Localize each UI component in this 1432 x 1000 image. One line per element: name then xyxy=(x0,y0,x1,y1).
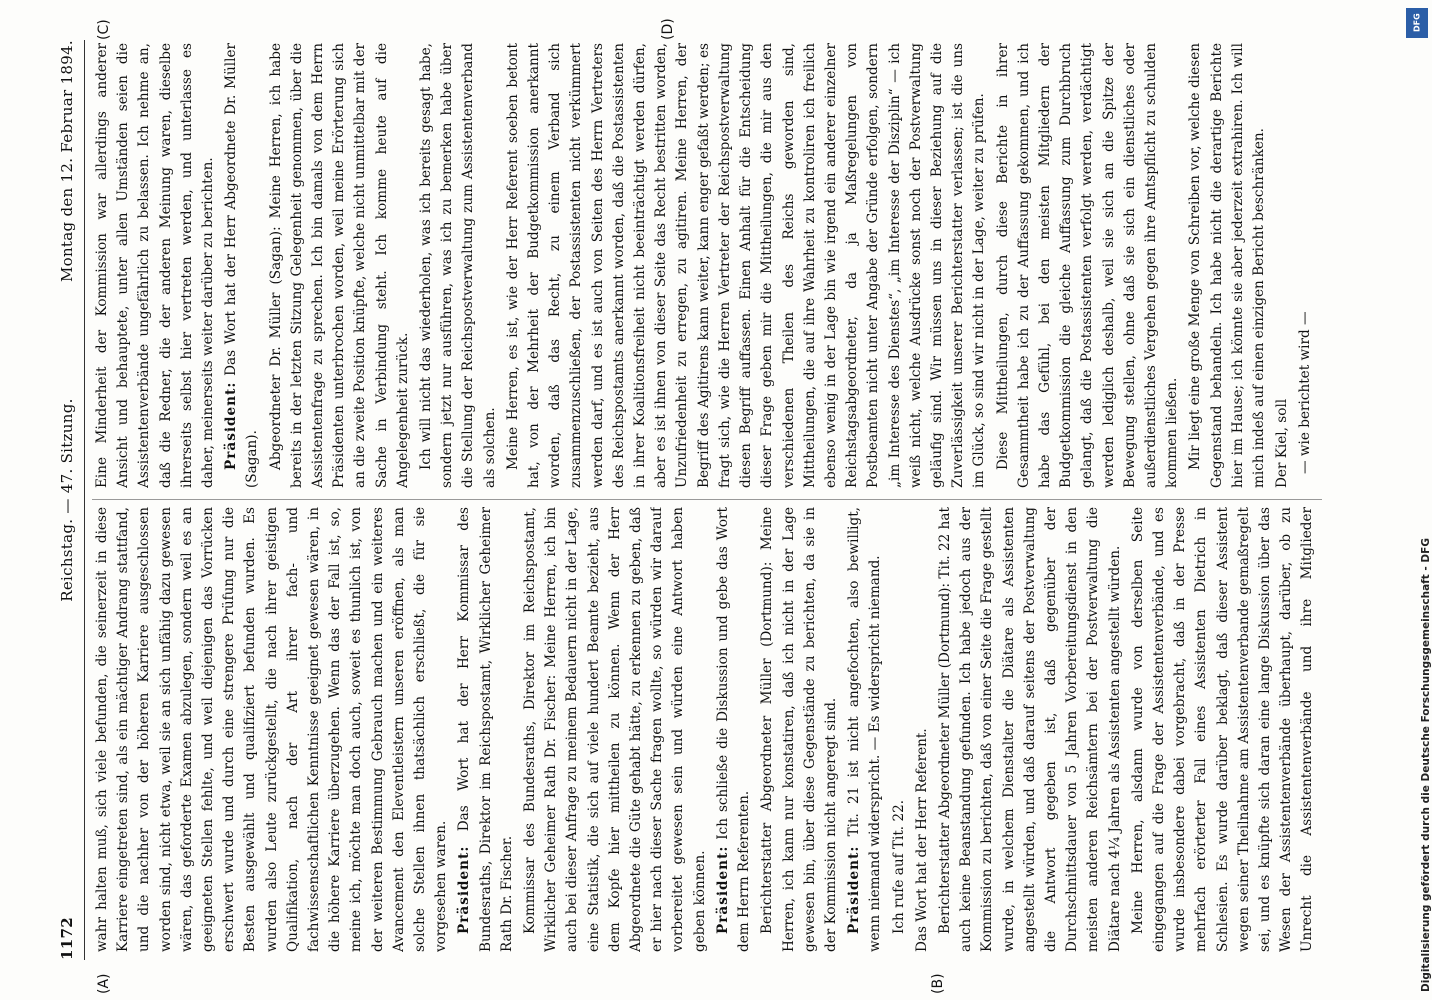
text-paragraph: Eine Minderheit der Kommission war allerdings anderer Ansicht und behauptete, unter allen Umständen seien die Assistentenverbände ungefährlich zu belassen. Ich nehme an, daß die Redner, die der anderen Meinung waren, dieselbe ihrerseits selbst hier vertreten werden, und unterlasse es daher, meinerseits weiter darüber zu berichten. xyxy=(94,43,217,488)
session-date: Montag den 12. Februar 1894. xyxy=(58,40,76,283)
running-head xyxy=(58,40,82,960)
quoted-passage: — wie berichtet wird — xyxy=(1297,311,1314,474)
margin-mark-a: (A) xyxy=(96,973,112,994)
page-number: 1172 xyxy=(58,917,76,960)
margin-mark-d: (D) xyxy=(660,18,676,40)
running-title: Reichstag. — 47. Sitzung. xyxy=(58,398,76,602)
text-paragraph: Berichterstatter Abgeordneter Müller (Dortmund): Tit. 22 hat auch keine Beanstandung gefunden. Ich habe jedoch aus der Kommission zu berichten, daß von einer Seite die Frage gestellt wurde, in welchem Dienstalter die Diätare als Assistenten angestellt würden, und daß darauf seitens der Postverwaltung die Antwort gegeben ist, daß gegenüber der Durchschnittsdauer von 5 Jahren Vorbereitungsdienst in den meisten anderen Reichsämtern bei der Postverwaltung die Diätare nach 4¼ Jahren als Assistenten angestellt würden. xyxy=(936,507,1123,952)
text-paragraph: Meine Herren, alsdann wurde von derselben Seite eingegangen auf die Frage der Assistentenverbände, und es wurde insbesondere dabei vorgebracht, daß in der Presse mehrfach erörterter Fall eines Assistenten Dietrich in Schlesien. Es wurde darüber beklagt, daß dieser Assistent wegen seiner Theilnahme am Assistentenverbande gemaßregelt sei, und es knüpfte sich daran eine lange Diskussion über das Wesen der Assistentenverbände überhaupt, darüber, ob zu Unrecht die Assistentenverbände und ihre Mitglieder xyxy=(1129,507,1316,952)
text-paragraph: Diese Mittheilungen, durch diese Berichte in ihrer Gesammtheit habe ich zu der Auffassung gekommen, und ich habe das Gefühl, bei den meisten Mitgliedern der Budgetkommission die gleiche Auffassung zum Durchbruch gelangt, daß die Postassistenten verfolgt werden, verdächtigt werden lediglich deshalb, weil sie sich an die Spitze der Bewegung stellen, ohne daß sie sich ein dienstliches oder außerdienstliches Vergehen gegen ihre Amtspflicht zu schulden kommen ließen. xyxy=(994,43,1181,488)
margin-mark-b: (B) xyxy=(930,973,946,994)
dfg-logo-text: DFG xyxy=(1412,13,1422,33)
speaker-label: Präsident: xyxy=(846,845,863,934)
text-paragraph: Abgeordneter Dr. Müller (Sagan): Meine Herren, ich habe bereits in der letzten Sitzung Gelegenheit genommen, über die Assistentenfrage zu sprechen. Ich bin damals von dem Herrn Präsidenten unterbrochen worden, weil meine Erörterung sich an die zweite Position knüpfte, welche nicht unmittelbar mit der Sache in Verbindung steht. Ich komme heute auf die Angelegenheit zurück. xyxy=(267,43,411,488)
column-divider xyxy=(92,499,1322,500)
header-rule xyxy=(84,40,85,960)
speech-text: Das Wort hat der Herr Kommissar des Bundesraths, Direktor im Reichspostamt, Wirklicher Geheimer Rath Dr. Fischer. xyxy=(456,507,515,952)
speech-paragraph xyxy=(221,43,263,488)
digitization-sidebar xyxy=(1396,0,1432,1000)
text-paragraph: Das Wort hat der Herr Referent. xyxy=(913,728,930,952)
text-paragraph: Kommissar des Bundesraths, Direktor im Reichspostamt, Wirklicher Geheimer Rath Dr. Fischer: Meine Herren, ich bin auch bei dieser Anfrage zu meinem Bedauern nicht in der Lage, eine Statistik, die sich auf viele hundert Beamte bezieht, aus dem Kopfe hier mittheilen zu können. Wenn der Herr Abgeordnete die Güte gehabt hätte, zu erkennen zu geben, daß er hier nach dieser Sache fragen wollte, so würden wir darauf vorbereitet gewesen sein und würden eine Antwort haben geben können. xyxy=(522,507,708,952)
speaker-label: Präsident: xyxy=(456,845,473,934)
speech-paragraph xyxy=(844,507,886,952)
speech-text: Ich schließe die Diskussion und gebe das Wort dem Herrn Referenten. xyxy=(714,507,753,952)
quoted-passage xyxy=(1319,43,1322,488)
text-paragraph: Meine Herren, es ist, wie der Herr Referent soeben betont hat, von der Mehrheit der Budgetkommission anerkannt worden, daß das Recht, zu einem Verband sich zusammenzuschließen, der Postassistenten nicht verkümmert werden darf, und es ist auch von Seiten des Herrn Vertreters des Reichspostamts anerkannt worden, daß die Postassistenten in ihrer Koalitionsfreiheit nicht beeinträchtigt werden dürfen, aber es ist ihnen von dieser Seite das Recht bestritten worden, Unzufriedenheit zu erregen, zu agitiren. Meine Herren, der Begriff des Agitirens kann weiter, kann enger gefaßt werden; es fragt sich, wie die Herren Vertreter der Reichspostverwaltung diesen Begriff auffassen. Einen Anhalt für die Entscheidung dieser Frage geben mir die Mittheilungen, die mir aus den verschiedenen Theilen des Reichs geworden sind, Mittheilungen, die auf ihre Wahrheit zu kontroliren ich freilich ebenso wenig in der Lage bin wie irgend ein anderer einzelner Reichstagsabgeordneter, da ja Maßregelungen von Postbeamten nicht unter Angabe der Gründe erfolgen, sondern „im Interesse des Dienstes“, „im Interesse der Disziplin“ — ich weiß nicht, welche Ausdrücke sonst noch der Postverwaltung geläufig sind. Wir müssen uns in dieser Beziehung auf die Zuverlässigkeit unserer Berichterstatter verlassen; ist die uns im Glück, so sind wir nicht in der Lage, weiter zu prüfen. xyxy=(504,43,988,488)
speaker-label: Präsident: xyxy=(714,845,731,934)
right-column xyxy=(92,43,1322,488)
text-paragraph: Ich rufe auf Tit. 22. xyxy=(890,799,907,934)
speaker-label: Präsident: xyxy=(223,381,240,470)
text-paragraph: wahr halten muß, sich viele befunden, die seinerzeit in diese Karriere eingetreten sind, als ein mächtiger Andrang stattfand, und die nachher von der höheren Karriere ausgeschlossen worden sind, nicht etwa, weil sie an sich unfähig dazu gewesen wären, das geforderte Examen abzulegen, sondern weil es an geeigneten Stellen fehlte, und weil diejenigen das Vorrücken erschwert wurde und durch eine strengere Prüfung nur die Besten ausgewählt und qualifiziert befunden wurden. Es wurden also Leute zurückgestellt, die nach ihrer geistigen Qualifikation, nach der Art ihrer fach- und fachwissenschaftlichen Kenntnisse geeignet gewesen wären, in die höhere Karriere überzugehen. Wenn das der Fall ist, so, meine ich, möchte man doch auch, soweit es thunlich ist, von der weiteren Bestimmung Gebrauch machen und ein weiteres Avancement den Eleventleistern unseren eröffnen, als man solche Stellen ihnen thatsächlich erschließt, die für sie vorgesehen waren. xyxy=(94,507,450,952)
speech-paragraph xyxy=(454,507,518,952)
speech-paragraph xyxy=(713,507,755,952)
margin-mark-c: (C) xyxy=(96,19,112,40)
text-paragraph: Ich will nicht das wiederholen, was ich bereits gesagt habe, sondern jetzt nur ausführen, was ich zu bemerken habe über die Stellung der Reichspostverwaltung zum Assistentenverband als solchen. xyxy=(418,43,498,488)
left-column xyxy=(92,507,1322,952)
text-paragraph: Der Kiel, soll xyxy=(1274,398,1291,488)
digitization-credit: Digitalisierung gefördert durch die Deutsche Forschungsgemeinschaft - DFG xyxy=(1420,538,1432,992)
text-paragraph: Berichterstatter Abgeordneter Müller (Dortmund): Meine Herren, ich kann nur konstatiren, daß ich nicht in der Lage gewesen bin, über diese Gegenstände zu berichten, da sie in der Kommission nicht angeregt sind. xyxy=(759,507,839,952)
text-paragraph: Mir liegt eine große Menge von Schreiben vor, welche diesen Gegenstand behandeln. Ich habe nicht die derartige Berichte hier im Hause; ich könnte sie aber jederzeit extrahiren. Ich will mich indeß auf einen einzigen Bericht beschränken. xyxy=(1187,43,1267,488)
speech-text: Tit. 21 ist nicht angefochten, also bewilligt, wenn niemand widerspricht. — Es widerspricht niemand. xyxy=(846,507,884,952)
speech-text: Das Wort hat der Herr Abgeordnete Dr. Müller (Sagan). xyxy=(223,43,261,488)
